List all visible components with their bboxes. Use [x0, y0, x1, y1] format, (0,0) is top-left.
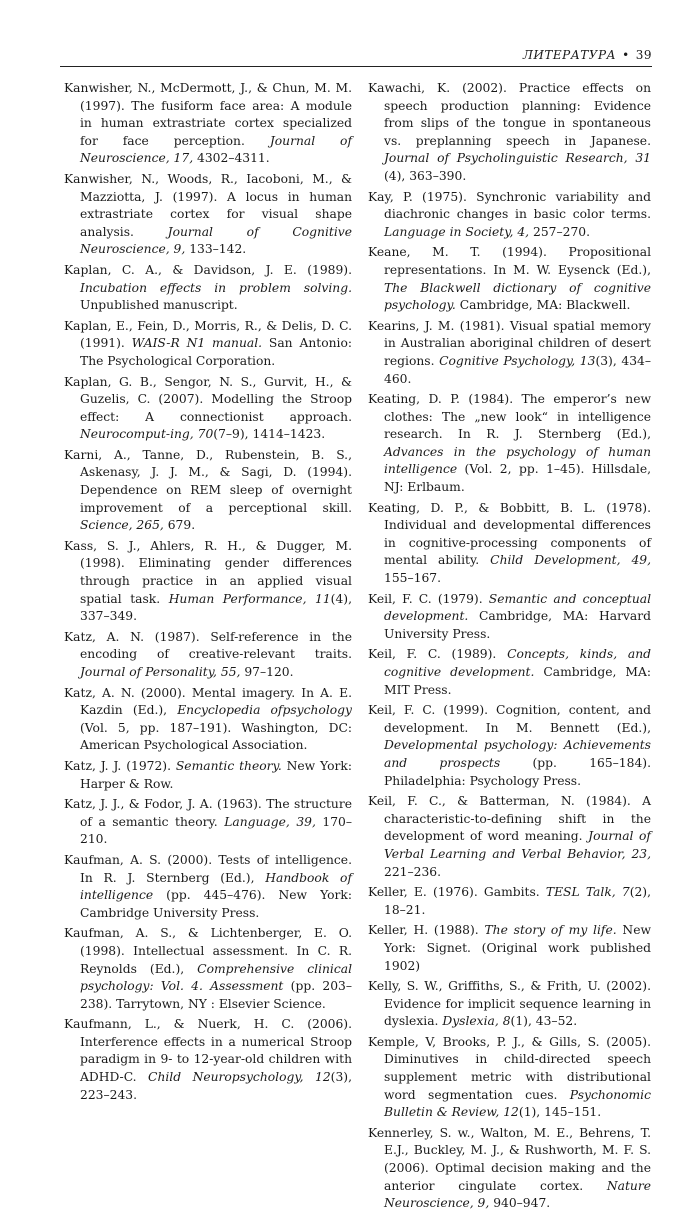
reference-entry: [368, 793, 651, 881]
reference-details: (7–9), 1414–1423.: [213, 427, 326, 442]
reference-text: Kaplan, E., Fein, D., Morris, R., & Delis, D. C. (1991).: [64, 318, 352, 351]
reference-text: Keil, F. C., & Batterman, N. (1984). A characteristic-to-defining shift in the development of word meaning.: [368, 794, 651, 844]
reference-source: Advances in the psychology of human intelligence: [384, 444, 651, 477]
reference-text: Kanwisher, N., Woods, R., Iacoboni, M., & Mazziotta, J. (1997). A locus in human extrastriate cortex for visual shape analysis.: [64, 171, 352, 239]
reference-entry: [368, 702, 651, 790]
reference-entry: [64, 538, 352, 626]
reference-text: Karni, A., Tanne, D., Rubenstein, B. S., Askenasy, J. J. M., & Sagi, D. (1994). Dependence on REM sleep of overnight improvement of a perceptional skill.: [64, 447, 352, 515]
reference-text: Kanwisher, N., McDermott, J., & Chun, M. M. (1997). The fusiform face area: A module in human extrastriate cortex specialized for face perception.: [64, 81, 352, 148]
reference-entry: [368, 1125, 651, 1213]
reference-details: 4302–4311.: [193, 151, 270, 166]
reference-entry: [368, 244, 651, 314]
reference-details: Cambridge, MA: MIT Press.: [384, 665, 651, 697]
reference-source: WAIS-R N1 manual.: [131, 336, 263, 351]
reference-details: 940–947.: [489, 1196, 551, 1211]
reference-column-left: [64, 80, 352, 1107]
reference-entry: [64, 852, 352, 922]
reference-source: Science, 265,: [80, 518, 164, 533]
page-number: 39: [635, 48, 652, 62]
reference-text: Kaufman, A. S. (2000). Tests of intelligence. In R. J. Sternberg (Ed.),: [64, 852, 352, 885]
reference-entry: [368, 884, 651, 919]
reference-text: Keating, D. P. (1984). The emperor’s new clothes: The „new look“ in intelligence research. In R. J. Sternberg (Ed.),: [368, 392, 651, 442]
reference-details: (Vol. 2, pp. 1–45). Hillsdale, NJ: Erlbaum.: [384, 462, 651, 495]
reference-entry: [64, 262, 352, 315]
reference-entry: [64, 171, 352, 259]
reference-text: Kaufmann, L., & Nuerk, H. C. (2006). Interference effects in a numerical Stroop paradigm in 9- to 12-year-old children with ADHD-C.: [64, 1017, 352, 1085]
reference-text: Keane, M. T. (1994). Propositional representations. In M. W. Eysenck (Ed.),: [368, 245, 651, 277]
reference-source: Psychonomic Bulletin & Review, 12: [384, 1087, 651, 1120]
reference-source: Nature Neuroscience, 9,: [384, 1178, 651, 1211]
reference-entry: [368, 318, 651, 388]
reference-text: Kelly, S. W., Griffiths, S., & Frith, U. (2002). Evidence for implicit sequence learning in dyslexia.: [368, 979, 651, 1029]
reference-source: The story of my life.: [484, 923, 617, 938]
reference-details: New York: Signet. (Original work published 1902): [384, 923, 651, 973]
reference-entry: [368, 500, 651, 588]
reference-text: Keil, F. C. (1989).: [368, 647, 508, 662]
reference-entry: [368, 80, 651, 186]
reference-entry: [368, 1034, 651, 1122]
reference-details: 133–142.: [185, 242, 247, 257]
reference-entry: [64, 685, 352, 755]
reference-source: Incubation effects in problem solving.: [80, 280, 352, 295]
reference-text: Kennerley, S. w., Walton, M. E., Behrens, T. E.J., Buckley, M. J., & Rushworth, M. F. S. (2006). Optimal decision making and the anterior cingulate cortex.: [368, 1125, 651, 1193]
section-title: ЛИТЕРАТУРА: [522, 48, 617, 62]
reference-source: Journal of Personality, 55,: [80, 665, 241, 679]
reference-details: 170–210.: [80, 814, 353, 847]
reference-text: Kemple, V, Brooks, P. J., & Gills, S. (2005). Diminutives in child-directed speech supplement metric with distributional word segmentation cues.: [368, 1034, 651, 1102]
running-header: [60, 44, 652, 67]
reference-source: TESL Talk, 7: [545, 885, 630, 900]
reference-details: 155–167.: [384, 571, 441, 586]
reference-source: Human Performance, 11: [168, 591, 331, 606]
reference-text: Kass, S. J., Ahlers, R. H., & Dugger, M. (1998). Eliminating gender differences through practice in an applied visual spatial task.: [64, 538, 352, 606]
reference-entry: [368, 189, 651, 242]
reference-entry: [64, 758, 352, 793]
reference-entry: [368, 391, 651, 497]
reference-details: 97–120.: [240, 665, 294, 679]
reference-text: Kay, P. (1975). Synchronic variability and diachronic changes in basic color terms.: [368, 189, 651, 222]
reference-details: (4), 363–390.: [384, 168, 467, 183]
reference-source: Developmental psychology: Achievements and prospects: [384, 738, 651, 770]
reference-details: 679.: [163, 518, 196, 533]
reference-source: Concepts, kinds, and cognitive development.: [384, 647, 652, 679]
reference-details: 221–236.: [384, 864, 441, 879]
reference-details: Cambridge, MA: Harvard University Press.: [384, 609, 651, 641]
reference-text: Katz, J. J., & Fodor, J. A. (1963). The structure of a semantic theory.: [64, 797, 352, 829]
reference-text: Keil, F. C. (1979).: [368, 591, 489, 606]
header-separator: •: [622, 48, 630, 62]
reference-details: San Antonio: The Psychological Corporation.: [80, 336, 352, 368]
reference-entry: [64, 925, 352, 1013]
reference-text: Kearins, J. M. (1981). Visual spatial memory in Australian aboriginal children of desert regions.: [368, 318, 651, 368]
reference-text: Kawachi, K. (2002). Practice effects on speech production planning: Evidence from slips of the tongue in spontaneous vs. preplanning speech in Japanese.: [368, 81, 651, 148]
reference-entry: [368, 978, 651, 1031]
reference-source: Journal of Psycholinguistic Research, 31: [384, 151, 651, 166]
reference-text: Katz, J. J. (1972).: [64, 758, 176, 773]
reference-details: (pp. 445–476). New York: Cambridge University Press.: [80, 888, 352, 920]
reference-text: Keller, E. (1976). Gambits.: [368, 885, 546, 900]
reference-source: Child Neuropsychology, 12: [148, 1070, 331, 1085]
reference-details: (pp. 203–238). Tarrytown, NY : Elsevier Science.: [80, 979, 353, 1011]
reference-entry: [64, 447, 352, 535]
reference-text: Keating, D. P., & Bobbitt, B. L. (1978). Individual and developmental differences in cognitive-processing components of mental ability.: [368, 500, 651, 568]
reference-source: Cognitive Psychology, 13: [439, 353, 596, 368]
reference-entry: [64, 796, 352, 849]
reference-source: Handbook of intelligence: [80, 870, 352, 903]
reference-details: New York: Harper & Row.: [80, 758, 352, 791]
reference-details: (3), 223–243.: [80, 1070, 352, 1102]
reference-entry: [368, 922, 651, 975]
reference-source: The Blackwell dictionary of cognitive psychology.: [384, 280, 651, 313]
reference-entry: [64, 374, 352, 444]
reference-entry: [64, 629, 352, 682]
reference-entry: [64, 80, 352, 168]
reference-source: Encyclopedia ofpsychology: [177, 703, 352, 718]
reference-details: Cambridge, MA: Blackwell.: [455, 298, 631, 313]
reference-source: Journal of Cognitive Neuroscience, 9,: [80, 224, 352, 257]
reference-details: Unpublished manuscript.: [80, 298, 238, 313]
reference-source: Comprehensive clinical psychology: Vol. 4. Assessment: [80, 961, 353, 994]
reference-text: Kaplan, C. A., & Davidson, J. E. (1989).: [64, 262, 352, 277]
reference-source: Journal of Neuroscience, 17,: [80, 133, 352, 166]
reference-text: Katz, A. N. (2000). Mental imagery. In A. E. Kazdin (Ed.),: [64, 685, 352, 718]
reference-source: Language, 39,: [224, 814, 316, 829]
reference-source: Language in Society, 4,: [384, 224, 530, 239]
reference-details: 257–270.: [529, 224, 591, 239]
reference-entry: [64, 318, 352, 371]
reference-details: (Vol. 5, pp. 187–191). Washington, DC: American Psychological Association.: [80, 720, 352, 753]
reference-source: Neurocomput-ing, 70: [80, 427, 214, 442]
reference-details: (2), 18–21.: [384, 885, 652, 917]
reference-text: Katz, A. N. (1987). Self-reference in the encoding of creative-relevant traits.: [64, 629, 352, 662]
reference-details: (1), 145–151.: [518, 1105, 602, 1120]
reference-details: (pp. 165–184). Philadelphia: Psychology Press.: [384, 755, 651, 788]
reference-text: Keller, H. (1988).: [368, 923, 485, 938]
reference-details: (4), 337–349.: [80, 591, 352, 624]
reference-source: Journal of Verbal Learning and Verbal Behavior, 23,: [384, 829, 651, 861]
reference-text: Kaufman, A. S., & Lichtenberger, E. O. (1998). Intellectual assessment. In C. R. Reynolds (Ed.),: [64, 926, 352, 976]
reference-entry: [368, 591, 651, 644]
reference-source: Child Development, 49,: [490, 553, 652, 568]
reference-column-right: [368, 80, 651, 1216]
reference-source: Dyslexia, 8: [442, 1014, 511, 1029]
reference-text: Keil, F. C. (1999). Cognition, content, and development. In M. Bennett (Ed.),: [368, 703, 651, 735]
reference-source: Semantic theory.: [175, 758, 282, 773]
reference-details: (3), 434–460.: [384, 353, 651, 386]
reference-entry: [368, 646, 651, 699]
reference-source: Semantic and conceptual development.: [384, 591, 652, 624]
reference-text: Kaplan, G. B., Sengor, N. S., Gurvit, H., & Guzelis, C. (2007). Modelling the Stroop effect: A connectionist approach.: [64, 374, 352, 424]
reference-details: (1), 43–52.: [510, 1014, 578, 1029]
reference-entry: [64, 1016, 352, 1104]
